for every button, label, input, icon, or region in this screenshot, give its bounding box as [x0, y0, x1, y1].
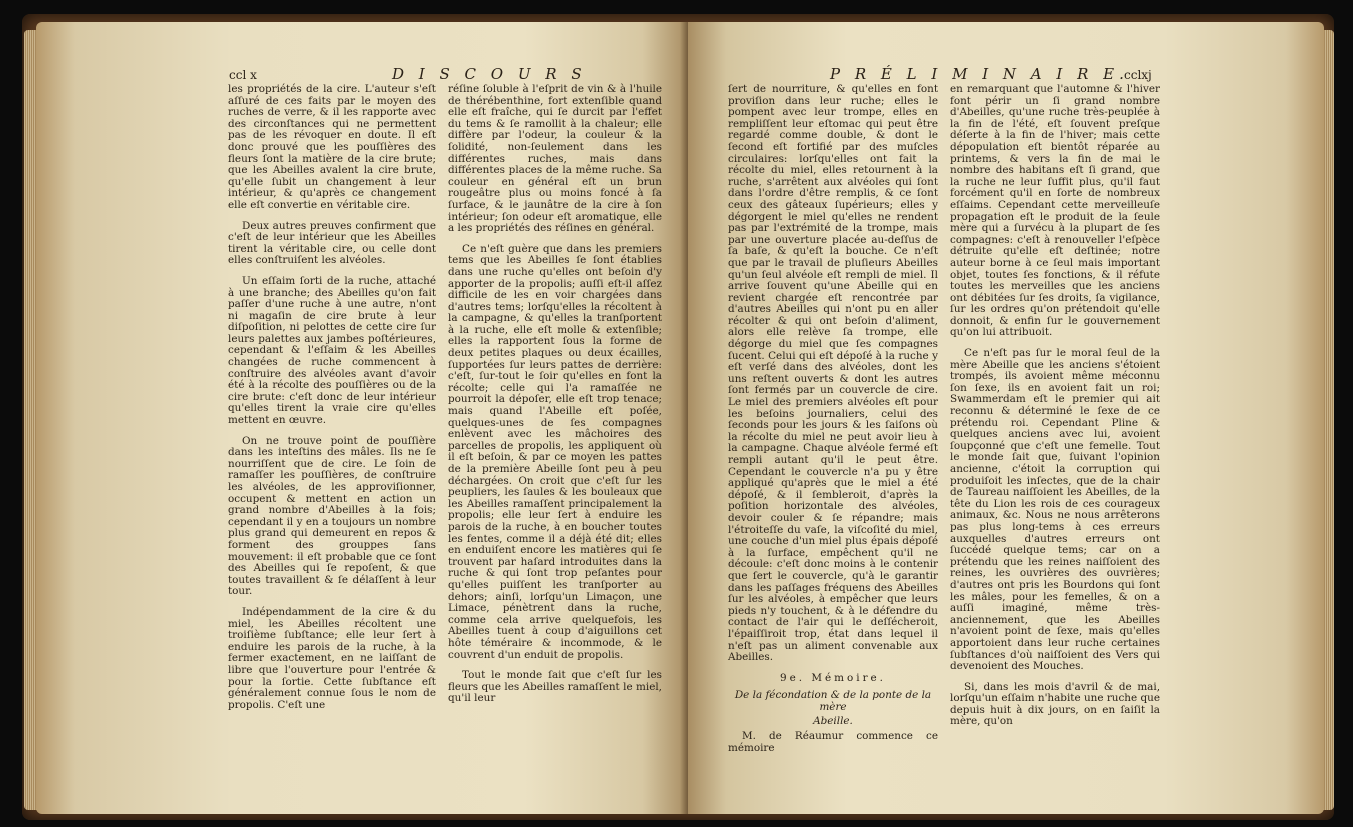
paragraph: Ce n'eſt pas ſur le moral ſeul de la mère Abeille que les anciens s'étoient trompés, ils avoient même méconnu ſon ſexe, ils en avoient fait un roi; Swammerdam eſt le premier qui ait reconnu & déterminé le ſexe de ce prétendu roi. Cependant Pline & quelques anciens avec lui, avoient ſoupçonné que c'eſt une femelle. Tout le monde ſait que, ſuivant l'opinion ancienne, c'étoit la corruption qui produiſoit les inſectes, que de la chair de Taureau naiſſoient les Abeilles, de la tête du Lion les rois de ces courageux animaux, &c. Nous ne nous arrêterons pas plus long-tems à ces erreurs auxquelles d'autres erreurs ont ſuccédé quelque tems; car on a prétendu que les reines naiſſoient des reines, les ouvrières des ouvrières; d'autres ont pris les Bourdons qui ſont les mâles, pour les femelles, & on a auſſi imaginé, même très-anciennement, que les Abeilles n'avoient point de ſexe, mais qu'elles apportoient dans leur ruche certaines ſubſtances d'où naiſſoient des Vers qui devenoient des Mouches.: [950, 347, 1160, 673]
paragraph: Si, dans les mois d'avril & de mai, lorſqu'un eſſaim n'habite une ruche que depuis huit à dix jours, on en ſaiſit la mère, qu'on: [950, 680, 1160, 728]
paragraph: ſert de nourriture, & qu'elles en font proviſion dans leur ruche; elles le pompent avec leur trompe, elles en rempliſſent leur eſtomac qui peut être regardé comme double, & dont le ſecond eſt fortifié par des muſcles circulaires: lorſqu'elles ont fait la récolte du miel, elles retournent à la ruche, s'arrêtent aux alvéoles qui ſont dans l'ordre d'être remplis, & ce ſont ceux des gâteaux ſupérieurs; elles y dégorgent le miel qu'elles ne rendent pas par l'extrémité de la trompe, mais par une ouverture placée au-deſſus de ſa baſe, & qu'eſt la bouche. Ce n'eſt que par le travail de pluſieurs Abeilles qu'un ſeul alvéole eſt rempli de miel. Il arrive ſouvent qu'une Abeille qui en revient chargée eſt rencontrée par d'autres Abeilles qui n'ont pu en aller récolter & qui ont beſoin d'aliment, alors elle relève ſa trompe, elle dégorge du miel que ſes compagnes ſucent. Celui qui eſt dépoſé à la ruche y eſt verſé dans des alvéoles, dont les uns reſtent ouverts & dont les autres ſont fermés par un couvercle de cire. Le miel des premiers alvéoles eſt pour les beſoins journaliers, celui des ſeconds pour les jours & les ſaiſons où la récolte du miel ne peut avoir lieu à la campagne. Chaque alvéole fermé eſt rempli autant qu'il le peut être. Cependant le couvercle n'a pu y être appliqué qu'après que le miel a été dépoſé, & il ſembleroit, d'après la poſition horizontale des alvéoles, devoir couler & ſe répandre; mais l'étroiteſſe du vaſe, la viſcoſité du miel, une couche d'un miel plus épais dépoſé à la ſurface, empêchent qu'il ne découle: c'eſt donc moins à le contenir que ſert le couvercle, qu'à le garantir dans les paſſages fréquens des Abeilles ſur les alvéoles, à empêcher que leurs pieds n'y touchent, & à le défendre du contact de l'air qui le deſſécheroit, l'épaiſſiroit trop, état dans lequel il n'eſt pas un aliment convenable aux Abeilles.: [728, 83, 938, 664]
paragraph: Un eſſaim ſorti de la ruche, attaché à une branche; des Abeilles qu'on fait paſſer d'une ruche à une autre, n'ont ni magaſin de cire brute à leur diſpoſition, ni pelottes de cette cire ſur leurs palettes aux jambes poſtérieures, cependant & l'eſſaim & les Abeilles changées de ruche commencent à conſtruire des alvéoles avant d'avoir été à la récolte des pouſſières ou de la cire brute: c'eſt donc de leur intérieur qu'elles tirent la vraie cire qu'elles mettent en œuvre.: [228, 274, 436, 427]
paragraph: On ne trouve point de pouſſière dans les inteſtins des mâles. Ils ne ſe nourriſſent que de cire. Le ſoin de ramaſſer les pouſſières, de conſtruire les alvéoles, de les approviſionner, occupent & mettent en action un grand nombre d'Abeilles à la fois; cependant il y en a toujours un nombre plus grand qui demeurent en repos & forment des grouppes ſans mouvement: il eſt probable que ce ſont des Abeilles qui ſe repoſent, & que toutes travaillent & ſe délaſſent à leur tour.: [228, 434, 436, 598]
memoire-heading: 9e. Mémoire.: [779, 671, 886, 684]
left-running-head: D I S C O U R S: [392, 65, 587, 83]
paragraph: réſine ſoluble à l'eſprit de vin & à l'huile de thérébenthine, fort extenſible quand elle eſt fraîche, qui ſe durcit par l'effet du tems & ſe ramollit à la chaleur; elle diffère par l'odeur, la couleur & la ſolidité, non-ſeulement dans les différentes ruches, mais dans différentes places de la même ruche. Sa couleur en général eſt un brun rougeâtre plus ou moins foncé à ſa ſurface, & le jaunâtre de la cire à ſon intérieur; ſon odeur eſt aromatique, elle a les propriétés des réſines en général.: [448, 83, 662, 235]
right-page: [688, 22, 1324, 814]
memoire-subtitle-line-1: De la fécondation & de la ponte de la mère: [734, 689, 932, 713]
right-column-2: [950, 84, 1160, 737]
paragraph: Ce n'eſt guère que dans les premiers tems que les Abeilles ſe ſont établies dans une ruche qu'elles ont beſoin d'y apporter de la propolis; auſſi eſt-il aſſez difficile de les en voir chargées dans d'autres tems; lorſqu'elles la récoltent à la campagne, & qu'elles la tranſportent à la ruche, elle eſt molle & extenſible; elles la rapportent ſous la forme de deux petites plaques ou deux écailles, ſupportées ſur leurs pattes de derrière: c'eſt, ſur-tout le ſoir qu'elles en font la récolte; celle qui l'a ramaſſée ne pourroit la dépoſer, elle eſt trop tenace; mais quand l'Abeille eſt poſée, quelques-unes de ſes compagnes enlèvent avec les mâchoires des parcelles de propolis, les appliquent où il eſt beſoin, & par ce moyen les pattes de la première Abeille ſont peu à peu déchargées. On croit que c'eſt ſur les peupliers, les ſaules & les bouleaux que les Abeilles ramaſſent principalement la propolis; elle leur ſert à enduire les parois de la ruche, à en boucher toutes les fentes, comme il a déjà été dit; elles en enduiſent encore les matières qui ſe trouvent par haſard introduites dans la ruche & qui ſont trop peſantes pour qu'elles puiſſent les tranſporter au dehors; ainſi, lorſqu'un Limaçon, une Limace, pénètrent dans la ruche, comme cela arrive quelquefois, les Abeilles tuent à coup d'aiguillons cet hôte téméraire & incommode, & le couvrent d'un enduit de propolis.: [448, 242, 662, 661]
right-running-head: P R É L I M I N A I R E.: [830, 65, 1129, 83]
right-column-1: [728, 84, 938, 763]
paragraph: les propriétés de la cire. L'auteur s'eſt aſſuré de ces faits par le moyen des ruches de verre, & il les rapporte avec des circonſtances qui ne permettent pas de les révoquer en doute. Il eſt donc prouvé que les pouſſières des fleurs ſont la matière de la cire brute; que les Abeilles avalent la cire brute, qu'elle ſubit un changement à leur intérieur, & qu'après ce changement elle eſt convertie en véritable cire.: [228, 83, 436, 211]
left-page: [36, 22, 688, 814]
right-page-number: cclxj: [1124, 68, 1152, 82]
paragraph: Tout le monde ſait que c'eſt ſur les fleurs que les Abeilles ramaſſent le miel, qu'il leur: [448, 669, 662, 705]
paragraph: Indépendamment de la cire & du miel, les Abeilles récoltent une troiſième ſubſtance; elle leur ſert à enduire les parois de la ruche, à la fermer exactement, en ne laiſſant de libre que l'ouverture pour l'entrée & pour la ſortie. Cette ſubſtance eſt généralement connue ſous le nom de propolis. C'eſt une: [228, 605, 436, 711]
left-page-number: ccl x: [229, 68, 257, 82]
left-column-1: [228, 84, 436, 720]
memoire-subtitle-line-2: Abeille.: [813, 715, 853, 728]
paragraph: M. de Réaumur commence ce mémoire: [728, 730, 938, 754]
paragraph: en remarquant que l'automne & l'hiver font périr un ſi grand nombre d'Abeilles, qu'une ruche très-peuplée à la fin de l'été, eſt ſouvent preſque déſerte à la fin de l'hiver; mais cette dépopulation eſt bientôt réparée au printems, & vers la fin de mai le nombre des habitans eſt ſi grand, que la ruche ne leur ſuffit plus, qu'il faut forcément qu'il en ſorte de nombreux eſſaims. Cependant cette merveilleuſe propagation eſt le produit de la ſeule mère qui a ſurvécu à la plupart de ſes compagnes: c'eſt à renouveller l'eſpèce détruite qu'elle eſt deſtinée; notre auteur borne à ce ſeul mais important objet, toutes ſes fonctions, & il réfute toutes les merveilles que les anciens ont débitées ſur ſes droits, ſa vigilance, ſur les ordres qu'on prétendoit qu'elle donnoit, & enfin ſur le gouvernement qu'on lui attribuoit.: [950, 83, 1160, 339]
paragraph: Deux autres preuves confirment que c'eſt de leur intérieur que les Abeilles tirent la véritable cire, ou celle dont elles conſtruiſent les alvéoles.: [228, 219, 436, 267]
left-column-2: [448, 84, 662, 714]
